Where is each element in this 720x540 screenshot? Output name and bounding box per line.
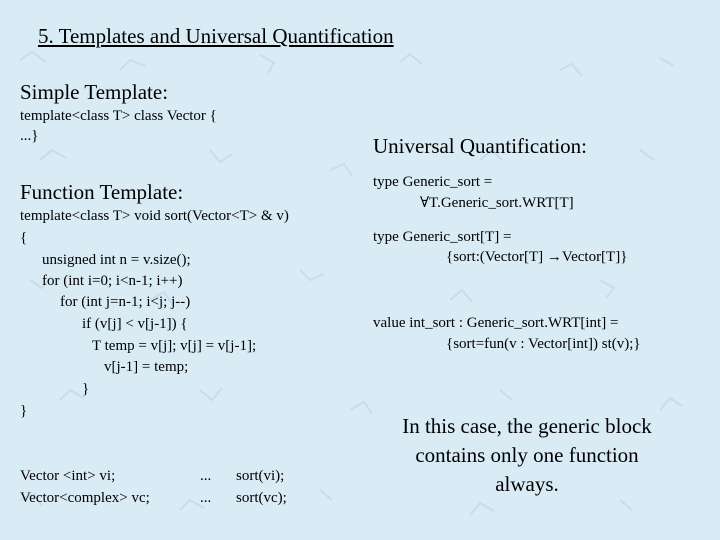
uq-code-line: type Generic_sort =	[373, 174, 493, 190]
note-line: In this case, the generic block	[402, 414, 652, 438]
usage-call: sort(vi);	[236, 468, 285, 484]
simple-template-code-line: template<class T> class Vector {	[20, 108, 217, 124]
note-line: always.	[495, 472, 559, 496]
function-code-line: }	[82, 381, 90, 397]
simple-template-heading: Simple Template:	[20, 80, 169, 104]
uq-code-line: ∀T.Generic_sort.WRT[T]	[420, 195, 574, 211]
function-code-line: if (v[j] < v[j-1]) {	[82, 316, 188, 332]
uq-code-line: type Generic_sort[T] =	[373, 229, 512, 245]
usage-decl: Vector<complex> vc;	[20, 490, 150, 506]
function-code-line: v[j-1] = temp;	[104, 359, 189, 375]
function-code-line: }	[20, 403, 28, 419]
function-code-line: template<class T> void sort(Vector<T> & v)	[20, 208, 289, 224]
function-code-line: unsigned int n = v.size();	[42, 252, 191, 268]
note-line: contains only one function	[415, 443, 639, 467]
simple-template-code-line: ...}	[20, 128, 39, 144]
slide-title: 5. Templates and Universal Quantification	[38, 24, 394, 48]
function-code-line: for (int i=0; i<n-1; i++)	[42, 273, 183, 289]
function-code-line: {	[20, 230, 28, 246]
uq-code-line: {sort:(Vector[T] →Vector[T]}	[446, 249, 628, 265]
usage-call: sort(vc);	[236, 490, 287, 506]
function-code-line: T temp = v[j]; v[j] = v[j-1];	[92, 338, 257, 354]
usage-ellipsis: ...	[200, 468, 212, 484]
usage-decl: Vector <int> vi;	[20, 468, 116, 484]
function-code-line: for (int j=n-1; i<j; j--)	[60, 294, 191, 310]
universal-quantification-heading: Universal Quantification:	[373, 134, 588, 158]
uq-code-line: value int_sort : Generic_sort.WRT[int] =	[373, 315, 619, 331]
usage-ellipsis: ...	[200, 490, 212, 506]
function-template-heading: Function Template:	[20, 180, 184, 204]
uq-code-line: {sort=fun(v : Vector[int]) st(v);}	[446, 336, 641, 352]
